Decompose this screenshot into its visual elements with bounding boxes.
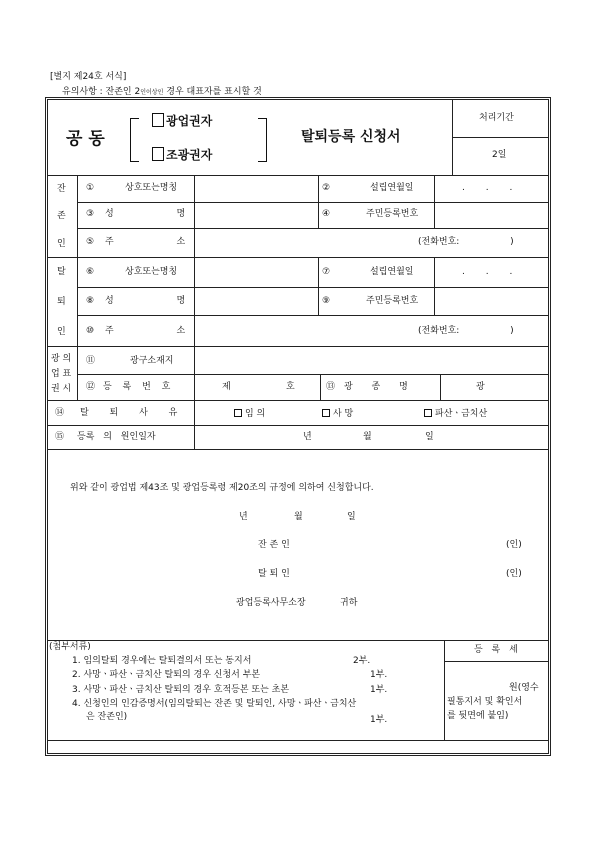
attachment-item: 은 잔존인) <box>86 712 128 722</box>
remain-address-label: 주 소 <box>105 237 186 247</box>
divider <box>77 202 549 203</box>
withdraw-est-date-value[interactable]: . . . <box>462 267 522 277</box>
withdraw-group-1: 탈 <box>57 267 66 277</box>
remain-group-3: 인 <box>57 239 66 249</box>
apply-day[interactable]: 일 <box>347 512 356 522</box>
remain-resident-no-input[interactable] <box>436 204 546 226</box>
option-lease-right-label: 조광권자 <box>166 148 213 162</box>
mine-location-label: 광구소재지 <box>130 356 174 366</box>
checkbox-lease-right[interactable] <box>152 147 164 161</box>
mine-group-2: 업 표 <box>51 369 72 379</box>
remain-person-label: 성 명 <box>105 209 186 219</box>
divider <box>77 228 549 229</box>
withdraw-group-3: 인 <box>57 327 66 337</box>
divider <box>47 400 549 401</box>
mineral-name-suffix: 광 <box>476 382 485 392</box>
remain-resident-no-label: 주민등록번호 <box>366 209 419 219</box>
field-number: ⑫ <box>86 382 96 392</box>
option-lease-right[interactable] <box>152 147 212 161</box>
field-number: ⑭ <box>55 408 65 418</box>
withdraw-person-input[interactable] <box>196 289 316 313</box>
withdraw-resident-no-label: 주민등록번호 <box>366 296 419 306</box>
left-bracket <box>130 118 139 162</box>
field-number: ② <box>322 183 331 193</box>
checkbox-death[interactable] <box>322 409 330 417</box>
divider <box>194 175 195 449</box>
attachment-count: 1부. <box>370 670 388 680</box>
mine-reg-no-label: 등 록 번 호 <box>103 382 175 392</box>
mine-group-3: 권 시 <box>51 384 72 394</box>
withdraw-est-date-label: 설립연월일 <box>370 267 414 277</box>
checkbox-voluntary[interactable] <box>234 409 242 417</box>
field-number: ⑪ <box>86 356 96 366</box>
field-number: ③ <box>86 209 95 219</box>
divider <box>434 257 435 315</box>
reason-label: 탈 퇴 사 유 <box>80 408 187 418</box>
field-number: ① <box>86 183 95 193</box>
withdraw-resident-no-input[interactable] <box>436 289 546 313</box>
divider <box>47 257 549 258</box>
reason-option-bankruptcy[interactable] <box>424 409 487 419</box>
checkbox-mining-right[interactable] <box>152 113 164 127</box>
field-number: ⑩ <box>86 326 95 336</box>
processing-period-value: 2일 <box>492 150 507 160</box>
field-number: ⑬ <box>326 382 336 392</box>
notice-small: 인이상인 <box>140 89 164 96</box>
field-number: ⑨ <box>322 296 331 306</box>
form-title: 탈퇴등록 신청서 <box>301 129 401 145</box>
mineral-name-label: 광 종 명 <box>344 382 408 392</box>
statement: 위와 같이 광업법 제43조 및 광업등록령 제20조의 규정에 의하여 신청합니다. <box>70 483 374 493</box>
cause-date-label: 등록 의 원인일자 <box>77 432 156 442</box>
remain-person-input[interactable] <box>196 204 316 226</box>
cause-date-month[interactable]: 월 <box>363 432 372 442</box>
field-number: ⑤ <box>86 237 95 247</box>
reason-option-voluntary[interactable] <box>234 409 265 419</box>
reason-bankruptcy-label: 파산ㆍ금치산 <box>435 409 488 419</box>
attachment-item: 4. 신청인의 인감증명서(임의탈퇴는 잔존 및 탈퇴인, 사망ㆍ파산ㆍ금치산 <box>72 699 357 709</box>
remain-name-input[interactable] <box>196 177 316 201</box>
withdraw-group-2: 퇴 <box>57 297 66 307</box>
attachment-count: 1부. <box>370 715 388 725</box>
divider <box>77 374 549 375</box>
field-number: ⑮ <box>55 432 65 442</box>
divider <box>444 640 445 740</box>
recipient: 광업등록사무소장 <box>236 598 306 608</box>
mine-reg-no-suffix: 호 <box>286 382 295 392</box>
mine-location-input[interactable] <box>196 348 546 372</box>
remain-seal[interactable]: (인) <box>506 540 522 550</box>
registration-tax-text-3: 를 뒷면에 붙임) <box>447 711 509 721</box>
divider <box>318 202 319 228</box>
registration-tax-title: 등 록 세 <box>474 645 521 655</box>
option-mining-right-label: 광업권자 <box>166 114 213 128</box>
remain-phone[interactable]: (전화번호: ) <box>418 237 514 247</box>
remain-name-label: 상호또는명칭 <box>125 183 178 193</box>
remain-signer-label: 잔 존 인 <box>258 540 290 550</box>
checkbox-bankruptcy[interactable] <box>424 409 432 417</box>
gongdong-label: 공 동 <box>66 129 105 149</box>
apply-year[interactable]: 년 <box>239 512 248 522</box>
registration-tax-text-1: 원(영수 <box>509 683 539 693</box>
withdraw-seal[interactable]: (인) <box>506 569 522 579</box>
withdraw-signer-label: 탈 퇴 인 <box>258 569 290 579</box>
divider <box>77 287 549 288</box>
divider <box>47 640 549 641</box>
divider <box>320 374 321 400</box>
field-number: ④ <box>322 209 331 219</box>
divider <box>440 374 441 400</box>
recipient-honorific: 귀하 <box>340 598 358 608</box>
withdraw-name-input[interactable] <box>196 259 316 285</box>
divider <box>452 137 549 138</box>
cause-date-day[interactable]: 일 <box>425 432 434 442</box>
divider <box>77 315 549 316</box>
right-bracket <box>258 118 267 162</box>
field-number: ⑥ <box>86 267 95 277</box>
notice-text-a: 유의사항 : 잔존인 2 <box>62 87 141 97</box>
attachments-title: (첨부서류) <box>49 642 91 652</box>
attachment-count: 2부. <box>353 656 371 666</box>
mine-reg-no-prefix: 제 <box>222 382 231 392</box>
reason-option-death[interactable] <box>322 409 353 419</box>
remain-est-date-label: 설립연월일 <box>370 183 414 193</box>
divider <box>47 175 549 176</box>
divider <box>444 661 549 662</box>
remain-est-date-value[interactable]: . . . <box>462 183 522 193</box>
reason-death-label: 사 망 <box>333 409 354 419</box>
divider <box>47 449 549 450</box>
mine-group-1: 광 의 <box>51 354 72 364</box>
withdraw-person-label: 성 명 <box>105 296 186 306</box>
attachment-item: 2. 사망ㆍ파산ㆍ금치산 탈퇴의 경우 신청서 부본 <box>72 670 261 680</box>
processing-period-label: 처리기간 <box>479 113 514 123</box>
registration-tax-text-2: 필통지서 및 확인서 <box>447 697 523 707</box>
attachment-item: 3. 사망ㆍ파산ㆍ금치산 탈퇴의 경우 호적등본 또는 초본 <box>72 685 290 695</box>
field-number: ⑧ <box>86 296 95 306</box>
withdraw-name-label: 상호또는명칭 <box>125 267 178 277</box>
attachment-item: 1. 임의탈퇴 경우에는 탈퇴결의서 또는 동지서 <box>72 656 252 666</box>
option-mining-right[interactable] <box>152 113 212 127</box>
remain-group-1: 잔 <box>57 184 66 194</box>
divider <box>318 257 319 315</box>
withdraw-address-label: 주 소 <box>105 326 186 336</box>
field-number: ⑦ <box>322 267 331 277</box>
reason-voluntary-label: 임 의 <box>245 409 266 419</box>
divider <box>434 175 435 228</box>
divider <box>318 175 319 202</box>
apply-month[interactable]: 월 <box>294 512 303 522</box>
divider <box>47 740 549 741</box>
notice-text-b: 경우 대표자를 표시할 것 <box>163 87 262 97</box>
cause-date-year[interactable]: 년 <box>303 432 312 442</box>
divider <box>47 346 549 347</box>
remain-group-2: 존 <box>57 211 66 221</box>
notice <box>62 88 262 97</box>
attachment-count: 1부. <box>370 685 388 695</box>
form-number: [별지 제24호 서식] <box>50 72 127 82</box>
divider <box>47 425 549 426</box>
withdraw-phone[interactable]: (전화번호: ) <box>418 326 514 336</box>
divider <box>77 175 78 400</box>
